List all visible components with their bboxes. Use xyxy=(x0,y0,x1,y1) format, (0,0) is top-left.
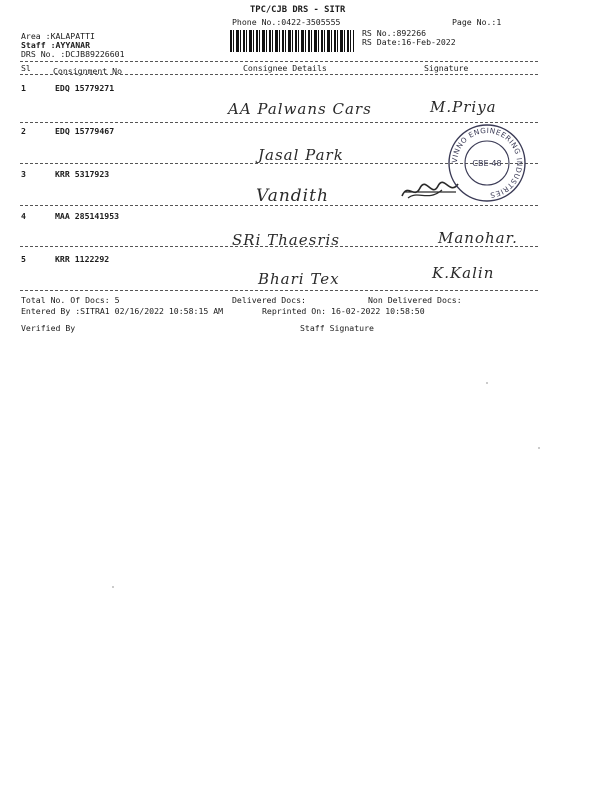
page-number: Page No.:1 xyxy=(452,17,502,27)
barcode xyxy=(230,30,354,52)
report-title: TPC/CJB DRS - SITR xyxy=(250,5,346,15)
scan-speck xyxy=(538,447,540,449)
drs-number: DRS No. :DCJB89226601 xyxy=(21,49,125,59)
row-3-sl: 3 xyxy=(21,169,26,179)
row-2-sl: 2 xyxy=(21,126,26,136)
row-5-rule xyxy=(20,290,538,291)
stamp-ring-text: VINNO ENGINEERING INDUSTRIES xyxy=(449,125,525,200)
row-1-consignment: EDQ 15779271 xyxy=(55,83,115,93)
row-4-handwritten-signature: Manohar. xyxy=(438,229,518,247)
col-consignee: Consignee Details xyxy=(243,63,327,73)
row-4-consignment: MAA 285141953 xyxy=(55,211,120,221)
stamp-center-text: CBE-48 xyxy=(472,159,502,168)
scan-speck xyxy=(112,586,114,588)
staff-label: Staff :AYYANAR xyxy=(21,40,91,50)
col-signature: Signature xyxy=(424,63,469,73)
phone-number: Phone No.:0422-3505555 xyxy=(232,17,341,27)
scan-speck xyxy=(486,382,488,384)
total-docs: Total No. Of Docs: 5 xyxy=(21,295,120,305)
row-3-consignment: KRR 5317923 xyxy=(55,169,110,179)
row-5-sl: 5 xyxy=(21,254,26,264)
entered-by: Entered By :SITRA1 02/16/2022 10:58:15 AM xyxy=(21,306,224,316)
row-4-handwritten-consignee: SRi Thaesris xyxy=(232,231,340,249)
row-5-handwritten-consignee: Bhari Tex xyxy=(258,270,340,288)
rs-date: RS Date:16-Feb-2022 xyxy=(362,37,456,47)
row-1-sl: 1 xyxy=(21,83,26,93)
staff-signature-label: Staff Signature xyxy=(300,323,374,333)
reprinted-on: Reprinted On: 16-02-2022 10:58:50 xyxy=(262,306,425,316)
verified-by: Verified By xyxy=(21,323,76,333)
header-rule-bottom xyxy=(20,74,538,75)
row-1-handwritten-signature: M.Priya xyxy=(430,98,497,116)
rs-number: RS No.:892266 xyxy=(362,28,427,38)
row-3-handwritten-consignee: Vandith xyxy=(256,186,329,206)
non-delivered-docs: Non Delivered Docs: xyxy=(368,295,462,305)
company-stamp xyxy=(446,122,528,204)
area-label: Area :KALAPATTI xyxy=(21,31,95,41)
row-4-rule xyxy=(20,246,538,247)
row-2-consignment: EDQ 15779467 xyxy=(55,126,115,136)
row-3-rule xyxy=(20,205,538,206)
header-rule-top xyxy=(20,61,538,62)
col-sl: Sl xyxy=(21,63,31,73)
row-5-consignment: KRR 1122292 xyxy=(55,254,110,264)
row-5-handwritten-signature: K.Kalin xyxy=(432,264,495,282)
row-1-handwritten-consignee: AA Palwans Cars xyxy=(228,100,372,118)
row-2-handwritten-consignee: Jasal Park xyxy=(258,146,344,164)
row-4-sl: 4 xyxy=(21,211,26,221)
delivered-docs: Delivered Docs: xyxy=(232,295,306,305)
col-consignment: Consignment No xyxy=(53,66,123,76)
